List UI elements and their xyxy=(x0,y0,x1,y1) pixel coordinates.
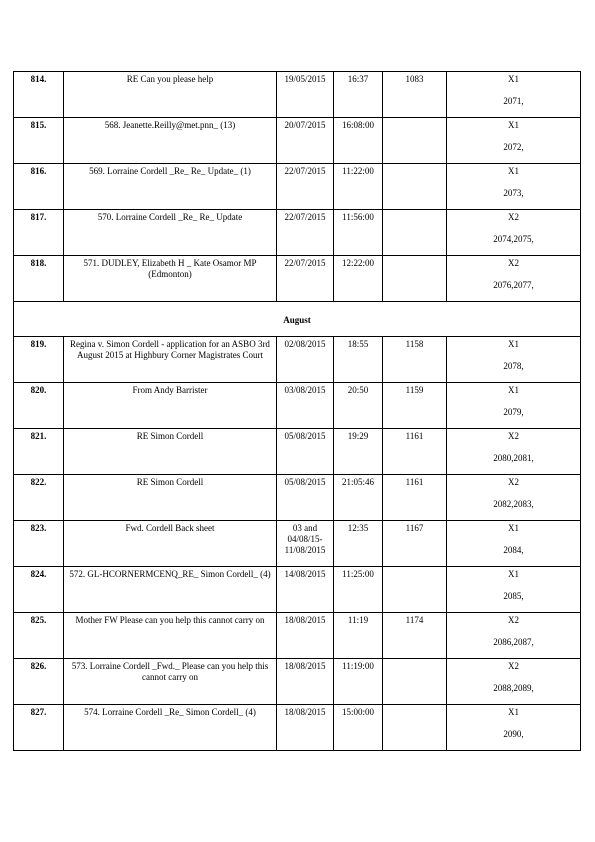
entry-number: 820. xyxy=(14,383,64,429)
entry-description: From Andy Barrister xyxy=(64,383,277,429)
table-row xyxy=(14,164,581,210)
entry-time: 20:50 xyxy=(334,383,383,429)
entry-time: 21:05:46 xyxy=(334,475,383,521)
table-row xyxy=(14,383,581,429)
page-numbers: 2090, xyxy=(503,729,524,739)
entry-number: 826. xyxy=(14,659,64,705)
entry-pages xyxy=(447,613,581,659)
entry-pages xyxy=(447,659,581,705)
entry-date: 03 and 04/08/15-11/08/2015 xyxy=(277,521,334,567)
entry-pages xyxy=(447,475,581,521)
page-count: X2 xyxy=(508,212,519,222)
entry-time: 16:08:00 xyxy=(334,118,383,164)
entry-date: 05/08/2015 xyxy=(277,429,334,475)
table-row xyxy=(14,475,581,521)
table-row xyxy=(14,659,581,705)
table-row xyxy=(14,521,581,567)
entry-pages xyxy=(447,429,581,475)
entry-description: 570. Lorraine Cordell _Re_ Re_ Update xyxy=(64,210,277,256)
entry-pages xyxy=(447,521,581,567)
entry-time: 11:19 xyxy=(334,613,383,659)
page-count: X1 xyxy=(508,385,519,395)
table-body-before xyxy=(14,72,581,302)
table-row xyxy=(14,705,581,751)
month-section xyxy=(14,302,581,337)
entry-time: 12:35 xyxy=(334,521,383,567)
entry-time: 15:00:00 xyxy=(334,705,383,751)
entry-description: RE Simon Cordell xyxy=(64,475,277,521)
entry-description: Mother FW Please can you help this cannot carry on xyxy=(64,613,277,659)
entry-pages xyxy=(447,256,581,302)
page-count: X2 xyxy=(508,258,519,268)
page-numbers: 2072, xyxy=(503,142,524,152)
entry-description: 569. Lorraine Cordell _Re_ Re_ Update_ (1) xyxy=(64,164,277,210)
entry-description: RE Can you please help xyxy=(64,72,277,118)
page-count: X2 xyxy=(508,477,519,487)
entry-date: 14/08/2015 xyxy=(277,567,334,613)
entry-reference: 1083 xyxy=(383,72,447,118)
page-count: X2 xyxy=(508,615,519,625)
entry-time: 19:29 xyxy=(334,429,383,475)
entry-number: 817. xyxy=(14,210,64,256)
entry-reference: 1161 xyxy=(383,475,447,521)
entry-pages xyxy=(447,210,581,256)
table-body-after xyxy=(14,337,581,751)
entry-number: 818. xyxy=(14,256,64,302)
entry-date: 18/08/2015 xyxy=(277,659,334,705)
entry-description: 573. Lorraine Cordell _Fwd._ Please can you help this cannot carry on xyxy=(64,659,277,705)
entry-description: 574. Lorraine Cordell _Re_ Simon Cordell_ (4) xyxy=(64,705,277,751)
entry-date: 20/07/2015 xyxy=(277,118,334,164)
entry-reference: 1161 xyxy=(383,429,447,475)
page-numbers: 2086,2087, xyxy=(493,637,534,647)
table-row xyxy=(14,337,581,383)
entry-reference: 1174 xyxy=(383,613,447,659)
entry-reference xyxy=(383,164,447,210)
page-numbers: 2076,2077, xyxy=(493,280,534,290)
entry-reference: 1158 xyxy=(383,337,447,383)
entry-number: 825. xyxy=(14,613,64,659)
entry-date: 18/08/2015 xyxy=(277,613,334,659)
entry-time: 16:37 xyxy=(334,72,383,118)
table-row xyxy=(14,72,581,118)
page-numbers: 2082,2083, xyxy=(493,499,534,509)
page-numbers: 2088,2089, xyxy=(493,683,534,693)
entry-time: 18:55 xyxy=(334,337,383,383)
table-row xyxy=(14,210,581,256)
entry-time: 11:22:00 xyxy=(334,164,383,210)
entry-reference: 1167 xyxy=(383,521,447,567)
entry-number: 824. xyxy=(14,567,64,613)
page-numbers: 2073, xyxy=(503,188,524,198)
page-numbers: 2079, xyxy=(503,407,524,417)
page-count: X2 xyxy=(508,431,519,441)
entry-description: Fwd. Cordell Back sheet xyxy=(64,521,277,567)
entry-description: 571. DUDLEY, Elizabeth H _ Kate Osamor MP (Edmonton) xyxy=(64,256,277,302)
table-row xyxy=(14,256,581,302)
entry-date: 19/05/2015 xyxy=(277,72,334,118)
entry-date: 05/08/2015 xyxy=(277,475,334,521)
entry-date: 22/07/2015 xyxy=(277,210,334,256)
entry-pages xyxy=(447,164,581,210)
month-label: August xyxy=(14,302,581,337)
table-row xyxy=(14,118,581,164)
entry-pages xyxy=(447,567,581,613)
entry-reference xyxy=(383,210,447,256)
table-row xyxy=(14,429,581,475)
page-numbers: 2078, xyxy=(503,361,524,371)
page-count: X2 xyxy=(508,661,519,671)
entry-reference xyxy=(383,118,447,164)
entry-time: 12:22:00 xyxy=(334,256,383,302)
entry-time: 11:25:00 xyxy=(334,567,383,613)
entry-number: 827. xyxy=(14,705,64,751)
page-numbers: 2080,2081, xyxy=(493,453,534,463)
entry-pages xyxy=(447,72,581,118)
entry-reference xyxy=(383,659,447,705)
entry-number: 816. xyxy=(14,164,64,210)
entry-pages xyxy=(447,337,581,383)
page-count: X1 xyxy=(508,339,519,349)
page-numbers: 2084, xyxy=(503,545,524,555)
page-count: X1 xyxy=(508,166,519,176)
table-row xyxy=(14,613,581,659)
entry-number: 821. xyxy=(14,429,64,475)
entry-date: 22/07/2015 xyxy=(277,256,334,302)
entry-reference xyxy=(383,567,447,613)
entry-description: RE Simon Cordell xyxy=(64,429,277,475)
entry-description: 572. GL-HCORNERMCENQ_RE_ Simon Cordell_ (4) xyxy=(64,567,277,613)
entry-number: 823. xyxy=(14,521,64,567)
entry-time: 11:19:00 xyxy=(334,659,383,705)
entry-description: Regina v. Simon Cordell - application for an ASBO 3rd August 2015 at Highbury Corner Magistrates Court xyxy=(64,337,277,383)
entry-description: 568. Jeanette.Reilly@met.pnn_ (13) xyxy=(64,118,277,164)
entry-date: 18/08/2015 xyxy=(277,705,334,751)
page-numbers: 2085, xyxy=(503,591,524,601)
entry-date: 22/07/2015 xyxy=(277,164,334,210)
entry-reference xyxy=(383,256,447,302)
entry-reference xyxy=(383,705,447,751)
page-numbers: 2074,2075, xyxy=(493,234,534,244)
month-row xyxy=(14,302,581,337)
page-numbers: 2071, xyxy=(503,96,524,106)
entry-number: 814. xyxy=(14,72,64,118)
entry-pages xyxy=(447,118,581,164)
page-count: X1 xyxy=(508,523,519,533)
page-count: X1 xyxy=(508,74,519,84)
page-count: X1 xyxy=(508,120,519,130)
entry-number: 822. xyxy=(14,475,64,521)
page-count: X1 xyxy=(508,569,519,579)
page-count: X1 xyxy=(508,707,519,717)
entry-pages xyxy=(447,383,581,429)
entry-number: 819. xyxy=(14,337,64,383)
entry-reference: 1159 xyxy=(383,383,447,429)
entry-pages xyxy=(447,705,581,751)
document-index-table xyxy=(13,71,581,751)
entry-number: 815. xyxy=(14,118,64,164)
entry-time: 11:56:00 xyxy=(334,210,383,256)
entry-date: 03/08/2015 xyxy=(277,383,334,429)
table-row xyxy=(14,567,581,613)
entry-date: 02/08/2015 xyxy=(277,337,334,383)
